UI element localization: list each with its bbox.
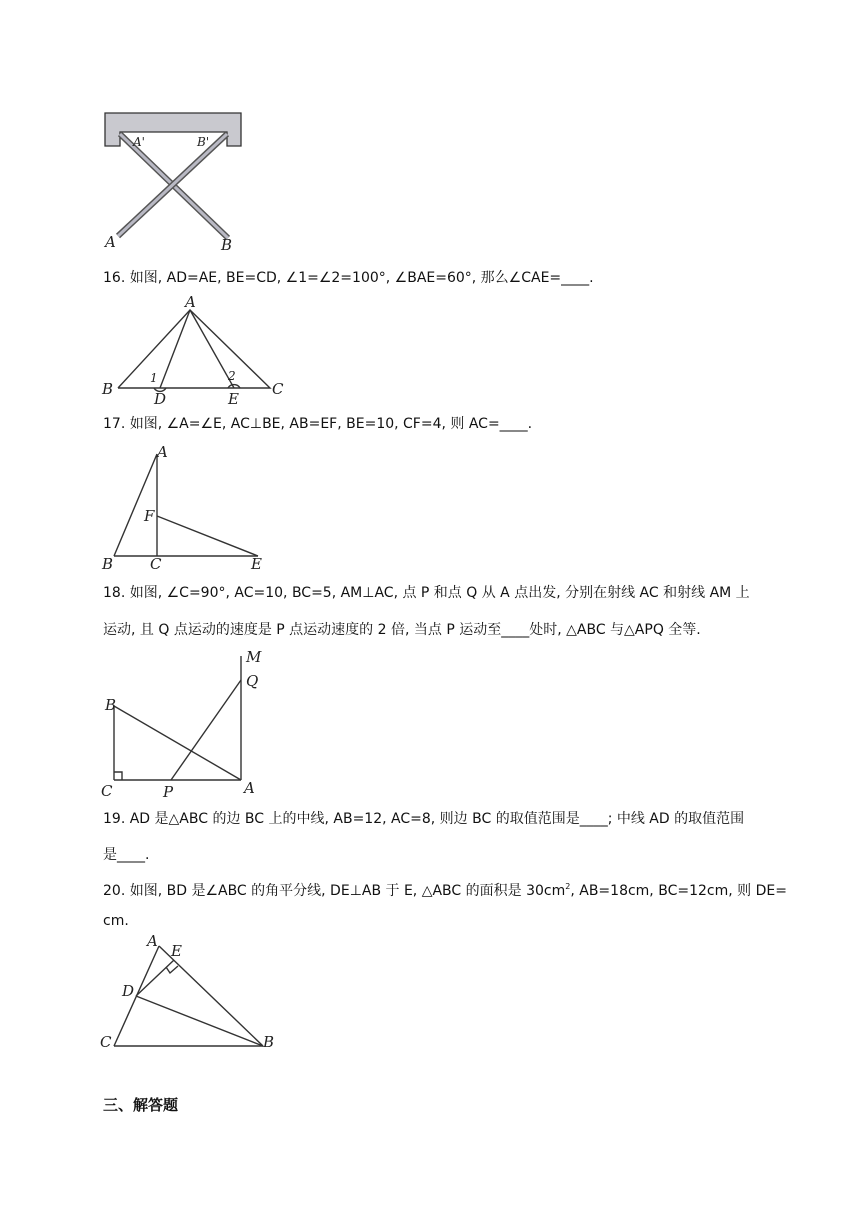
section-heading: 三、解答题 [103, 1096, 179, 1114]
question-20-line-2: cm. [103, 913, 129, 929]
label-f: F [144, 507, 155, 525]
question-19-line-2: 是____. [103, 847, 150, 863]
label-d: D [122, 982, 135, 1000]
question-19-line-1: 19. AD 是△ABC 的边 BC 上的中线, AB=12, AC=8, 则边 BC 的取值范围是____; 中线 AD 的取值范围 [103, 811, 745, 827]
label-a: A [157, 443, 168, 461]
label-angle-2: 2 [228, 369, 236, 383]
label-b: B [105, 696, 117, 714]
label-b: B [221, 236, 233, 254]
label-a: A [185, 294, 196, 311]
label-c: C [100, 1033, 112, 1051]
question-18-line-2: 运动, 且 Q 点运动的速度是 P 点运动速度的 2 倍, 当点 P 运动至____处时, △ABC 与△APQ 全等. [103, 622, 701, 638]
q20-text-a: 20. 如图, BD 是∠ABC 的角平分线, DE⊥AB 于 E, △ABC 的面积是 30cm [103, 883, 566, 899]
figure-17-triangles [100, 442, 270, 572]
question-17: 17. 如图, ∠A=∠E, AC⊥BE, AB=EF, BE=10, CF=4, 则 AC=____. [103, 416, 533, 432]
label-d: D [154, 390, 167, 406]
label-c: C [272, 380, 284, 398]
label-b: B [102, 380, 114, 398]
figure-16-triangle [100, 294, 290, 406]
figure-18-right-triangle [100, 644, 270, 800]
q20-text-b: , AB=18cm, BC=12cm, 则 DE= [570, 883, 787, 899]
label-b: B [263, 1033, 275, 1051]
label-a: A [105, 233, 116, 251]
question-20-line-1 [103, 877, 787, 901]
label-a-prime: A' [133, 135, 145, 149]
label-b: B [102, 555, 114, 572]
label-m: M [246, 648, 262, 666]
label-b-prime: B' [197, 135, 210, 149]
figure-15-crossed-bars [100, 108, 250, 256]
label-p: P [163, 783, 174, 800]
question-16: 16. 如图, AD=AE, BE=CD, ∠1=∠2=100°, ∠BAE=60°, 那么∠CAE=____. [103, 270, 594, 286]
label-c: C [101, 782, 113, 800]
label-a: A [147, 932, 158, 950]
label-e: E [228, 390, 239, 406]
question-18-line-1: 18. 如图, ∠C=90°, AC=10, BC=5, AM⊥AC, 点 P 和点 Q 从 A 点出发, 分别在射线 AC 和射线 AM 上 [103, 585, 750, 601]
label-q: Q [246, 672, 259, 690]
label-c: C [150, 555, 162, 572]
label-e: E [251, 555, 262, 572]
label-a: A [244, 779, 255, 797]
label-angle-1: 1 [150, 371, 158, 385]
q20-superscript: 2 [565, 882, 571, 891]
figure-20-triangle [100, 932, 280, 1052]
label-e: E [171, 942, 182, 960]
